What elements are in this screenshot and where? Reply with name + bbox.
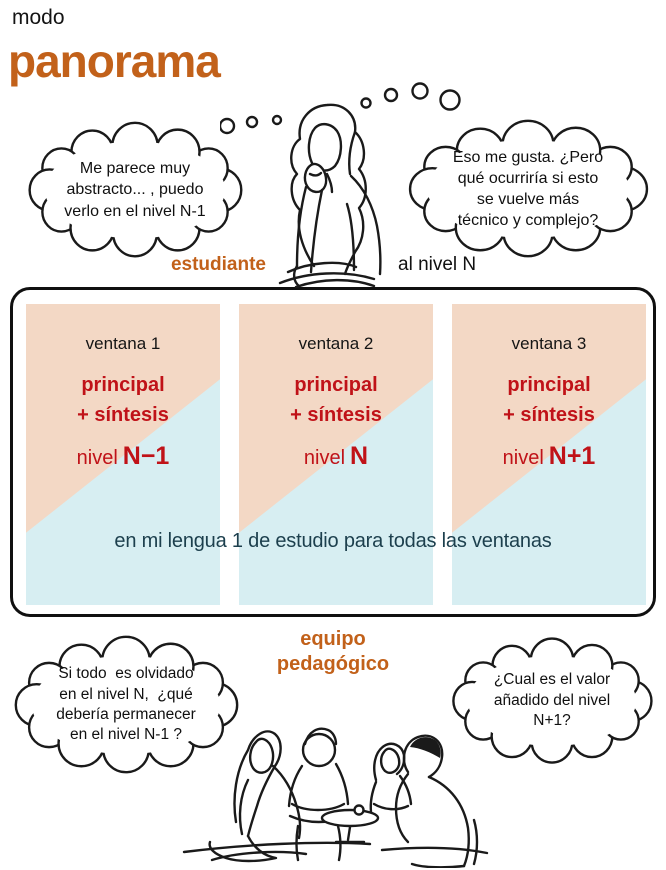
level-prefix: nivel	[303, 447, 346, 469]
thought-bubble-team-left	[12, 634, 240, 776]
bubble-line: Eso me gusta. ¿Pero	[452, 148, 604, 166]
bubble-line: Me parece muy	[79, 160, 191, 178]
team-label-line: equipo	[300, 628, 366, 650]
bubble-line: verlo en el nivel N-1	[64, 202, 206, 220]
bubble-text	[406, 118, 650, 260]
bubble-line: añadido del nivel	[493, 691, 611, 709]
window-panel-3	[452, 304, 646, 605]
window-level	[239, 442, 433, 471]
window-name: ventana 3	[511, 334, 587, 353]
man-back	[429, 777, 469, 866]
thought-bubble-student-left	[26, 120, 244, 260]
page-title: panorama	[8, 35, 220, 87]
window-content-line: principal	[507, 374, 591, 396]
hair-strand	[349, 132, 355, 174]
bubble-line: en el nivel N-1 ?	[69, 726, 182, 744]
window-level	[26, 442, 220, 471]
bubble-line: ¿Cual es el valor	[493, 671, 611, 689]
team-label	[233, 627, 433, 677]
bubble-line: N+1?	[533, 712, 571, 730]
bubble-line: qué ocurriría si esto	[457, 169, 599, 187]
level-value: N−1	[122, 442, 170, 470]
level-value: N+1	[548, 442, 596, 470]
level-prefix: nivel	[502, 447, 544, 469]
window-level	[452, 442, 646, 471]
bubble-text	[450, 636, 654, 766]
bubble-text	[26, 120, 244, 260]
window-content-line: + síntesis	[503, 404, 595, 426]
window-content-line: + síntesis	[77, 404, 169, 426]
bubble-line: técnico y complejo?	[457, 212, 599, 230]
bubble-text	[12, 634, 240, 776]
mode-kicker: modo	[12, 6, 65, 29]
hand-fist	[305, 164, 326, 192]
student-illustration	[252, 86, 402, 288]
team-label-line: pedagógico	[276, 652, 390, 675]
thought-bubble-team-right	[450, 636, 654, 766]
level-prefix: nivel	[76, 447, 118, 469]
bubble-line: abstracto... , puedo	[66, 181, 204, 199]
bubble-line: Si todo es olvidado	[58, 665, 194, 683]
table-top	[322, 810, 378, 826]
thought-bubble-student-right	[406, 118, 650, 260]
woman-face	[250, 739, 273, 773]
board-caption: en mi lengua 1 de estudio para todas las ventanas	[114, 530, 552, 552]
level-value: N	[350, 442, 369, 470]
window-content-line: principal	[294, 374, 378, 396]
bubble-line: se vuelve más	[476, 191, 580, 208]
bubble-line: debería permanecer	[56, 706, 196, 723]
bubble-line: en el nivel N, ¿qué	[59, 685, 193, 703]
person-face	[381, 749, 399, 773]
window-panel-1	[26, 304, 220, 605]
student-label: estudiante	[170, 254, 266, 275]
cup	[355, 806, 364, 815]
window-content-line: principal	[81, 374, 165, 396]
window-name: ventana 1	[85, 334, 161, 353]
window-content-line: + síntesis	[290, 404, 382, 426]
window-name: ventana 2	[298, 334, 374, 353]
level-n-label: al nivel N	[398, 254, 477, 275]
windows-board	[10, 287, 656, 617]
window-panel-2	[239, 304, 433, 605]
